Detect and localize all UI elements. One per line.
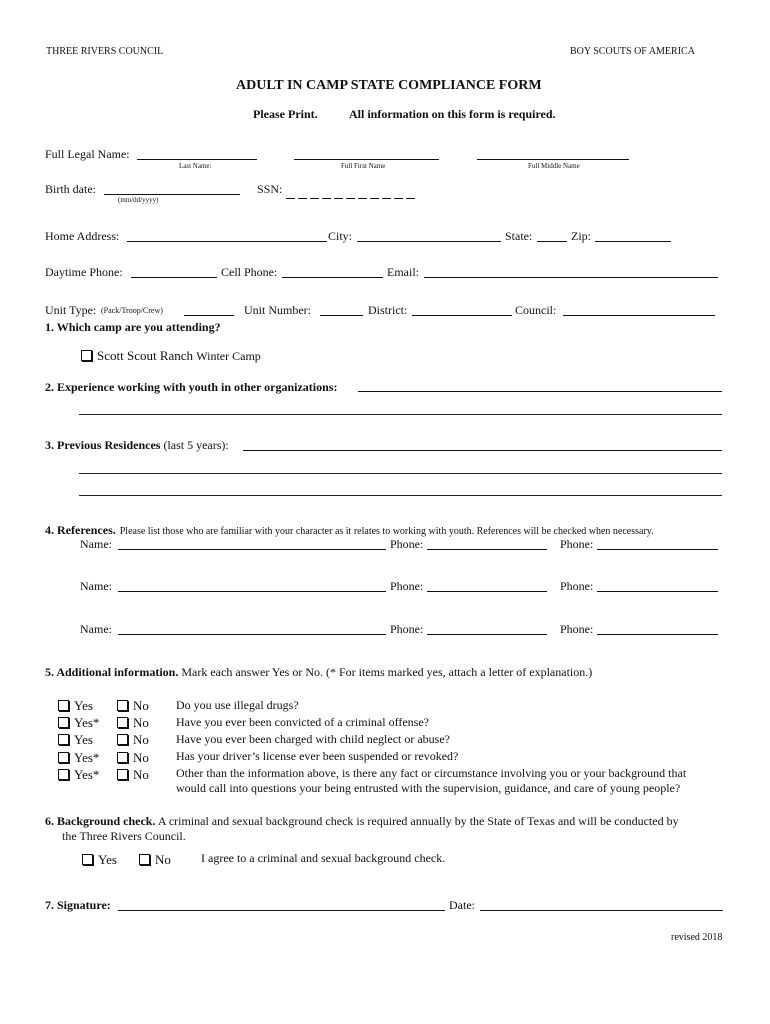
camp-option-scott-scout-ranch[interactable] (81, 348, 261, 364)
reference-1-phone-label: Phone: (390, 537, 424, 551)
unit-type-label: Unit Type: (45, 303, 97, 317)
middle-name-field[interactable] (477, 159, 629, 160)
checkbox-icon[interactable] (58, 734, 69, 745)
reference-1-phone2-label: Phone: (560, 537, 594, 551)
cell-phone-field[interactable] (282, 277, 383, 278)
q3-label-group (45, 438, 229, 453)
no-label: No (133, 732, 149, 747)
q4-desc: Please list those who are familiar with your character as it relates to working with youth. References will be checked when necessary. (119, 526, 654, 537)
q5-label-group (45, 665, 592, 680)
checkbox-icon[interactable] (117, 752, 128, 763)
reference-3-phone-field[interactable] (427, 634, 547, 635)
yes-label: Yes* (74, 750, 100, 765)
reference-1-phone-field[interactable] (427, 549, 547, 550)
reference-3-phone2-label: Phone: (560, 622, 594, 636)
last-name-caption: Last Name: (179, 162, 212, 170)
form-title: ADULT IN CAMP STATE COMPLIANCE FORM (236, 78, 542, 93)
please-print-note: Please Print. (253, 107, 318, 121)
q5-row-3-yes[interactable] (58, 732, 93, 748)
birth-date-label: Birth date: (45, 182, 96, 196)
checkbox-icon[interactable] (58, 700, 69, 711)
reference-2-phone2-label: Phone: (560, 579, 594, 593)
state-field[interactable] (537, 241, 567, 242)
unit-number-field[interactable] (320, 315, 363, 316)
unit-type-field[interactable] (184, 315, 234, 316)
reference-2-name-label: Name: (80, 579, 112, 593)
first-name-field[interactable] (294, 159, 439, 160)
reference-2-phone-field[interactable] (427, 591, 547, 592)
q5-label: 5. Additional information. (45, 665, 179, 679)
q5-row-3-question: Have you ever been charged with child neglect or abuse? (176, 732, 450, 746)
residences-line-3[interactable] (79, 495, 722, 496)
checkbox-icon[interactable] (117, 717, 128, 728)
cell-phone-label: Cell Phone: (221, 265, 278, 279)
ssn-field[interactable] (286, 186, 418, 204)
q3-sub: (last 5 years): (163, 438, 229, 452)
camp-option-label: Scott Scout Ranch (97, 348, 194, 363)
reference-3-phone2-field[interactable] (597, 634, 718, 635)
checkbox-icon[interactable] (117, 769, 128, 780)
q2-label: 2. Experience working with youth in other organizations: (45, 380, 338, 394)
signature-label: 7. Signature: (45, 898, 111, 912)
q1-label: 1. Which camp are you attending? (45, 320, 221, 334)
date-label: Date: (449, 898, 475, 912)
checkbox-icon[interactable] (58, 769, 69, 780)
ssn-label: SSN: (257, 182, 283, 196)
council-field[interactable] (563, 315, 715, 316)
checkbox-icon[interactable] (81, 350, 92, 361)
q5-row-3-no[interactable] (117, 732, 149, 748)
reference-1-name-field[interactable] (118, 549, 386, 550)
background-check-no[interactable] (139, 852, 171, 868)
zip-label: Zip: (571, 229, 591, 243)
last-name-field[interactable] (137, 159, 257, 160)
q5-row-4-yes[interactable] (58, 750, 99, 766)
background-check-yes[interactable] (82, 852, 117, 868)
residences-line-2[interactable] (79, 473, 722, 474)
checkbox-icon[interactable] (58, 752, 69, 763)
council-name: THREE RIVERS COUNCIL (46, 46, 164, 57)
camp-option-sublabel: Winter Camp (196, 349, 261, 363)
first-name-caption: Full First Name (341, 162, 386, 170)
q5-row-5-no[interactable] (117, 767, 149, 783)
q4-label: 4. References. (45, 523, 116, 537)
yes-label: Yes (98, 852, 117, 867)
yes-label: Yes (74, 698, 93, 713)
yes-label: Yes* (74, 715, 100, 730)
q5-row-5-yes[interactable] (58, 767, 99, 783)
checkbox-icon[interactable] (58, 717, 69, 728)
council-label: Council: (515, 303, 557, 317)
q5-row-5-question: Other than the information above, is there any fact or circumstance involving you or your background that (176, 766, 687, 780)
daytime-phone-field[interactable] (131, 277, 217, 278)
middle-name-caption: Full Middle Name (528, 162, 580, 170)
q5-row-1-yes[interactable] (58, 698, 93, 714)
no-label: No (155, 852, 171, 867)
q6-desc-continued: the Three Rivers Council. (62, 829, 186, 843)
home-address-label: Home Address: (45, 229, 120, 243)
email-label: Email: (387, 265, 419, 279)
youth-experience-field[interactable] (358, 391, 722, 392)
q3-label: 3. Previous Residences (45, 438, 161, 452)
city-field[interactable] (357, 241, 501, 242)
no-label: No (133, 715, 149, 730)
q5-row-4-no[interactable] (117, 750, 149, 766)
district-label: District: (368, 303, 408, 317)
residences-field[interactable] (243, 450, 722, 451)
q6-desc: A criminal and sexual background check is required annually by the State of Texas and will be conducted by (157, 814, 679, 828)
reference-1-name-label: Name: (80, 537, 112, 551)
q5-row-5-continuation: would call into questions your being entrusted with the supervision, guidance, and care of young people? (176, 781, 681, 795)
yes-label: Yes (74, 732, 93, 747)
q5-desc: Mark each answer Yes or No. (* For items marked yes, attach a letter of explanation.) (181, 665, 593, 679)
full-legal-name-label: Full Legal Name: (45, 147, 130, 161)
no-label: No (133, 750, 149, 765)
q5-row-2-question: Have you ever been convicted of a criminal offense? (176, 715, 429, 729)
q6-label: 6. Background check. (45, 814, 156, 828)
state-label: State: (505, 229, 533, 243)
reference-3-name-label: Name: (80, 622, 112, 636)
unit-number-label: Unit Number: (244, 303, 311, 317)
unit-type-hint: (Pack/Troop/Crew) (101, 306, 163, 315)
home-address-field[interactable] (127, 241, 327, 242)
date-format-caption: (mm/dd/yyyy) (118, 196, 159, 204)
q5-row-1-question: Do you use illegal drugs? (176, 698, 299, 712)
reference-3-phone-label: Phone: (390, 622, 424, 636)
q5-row-2-yes[interactable] (58, 715, 99, 731)
checkbox-icon[interactable] (117, 700, 128, 711)
organization-name: BOY SCOUTS OF AMERICA (570, 46, 695, 57)
checkbox-icon[interactable] (117, 734, 128, 745)
q6-label-group (45, 814, 679, 829)
q5-row-1-no[interactable] (117, 698, 149, 714)
reference-2-name-field[interactable] (118, 591, 386, 592)
signature-field[interactable] (118, 910, 445, 911)
daytime-phone-label: Daytime Phone: (45, 265, 123, 279)
date-field[interactable] (480, 910, 723, 911)
yes-label: Yes* (74, 767, 100, 782)
background-check-agreement: I agree to a criminal and sexual background check. (201, 851, 446, 865)
youth-experience-line-2[interactable] (79, 414, 722, 415)
district-field[interactable] (412, 315, 512, 316)
no-label: No (133, 698, 149, 713)
birth-date-field[interactable] (104, 194, 240, 195)
q5-row-4-question: Has your driver’s license ever been suspended or revoked? (176, 749, 459, 763)
city-label: City: (328, 229, 353, 243)
checkbox-icon[interactable] (139, 854, 150, 865)
no-label: No (133, 767, 149, 782)
reference-3-name-field[interactable] (118, 634, 386, 635)
zip-field[interactable] (595, 241, 671, 242)
q5-row-2-no[interactable] (117, 715, 149, 731)
email-field[interactable] (424, 277, 718, 278)
reference-2-phone-label: Phone: (390, 579, 424, 593)
reference-1-phone2-field[interactable] (597, 549, 718, 550)
revision-note: revised 2018 (671, 932, 723, 943)
reference-2-phone2-field[interactable] (597, 591, 718, 592)
checkbox-icon[interactable] (82, 854, 93, 865)
required-note: All information on this form is required. (349, 107, 556, 121)
